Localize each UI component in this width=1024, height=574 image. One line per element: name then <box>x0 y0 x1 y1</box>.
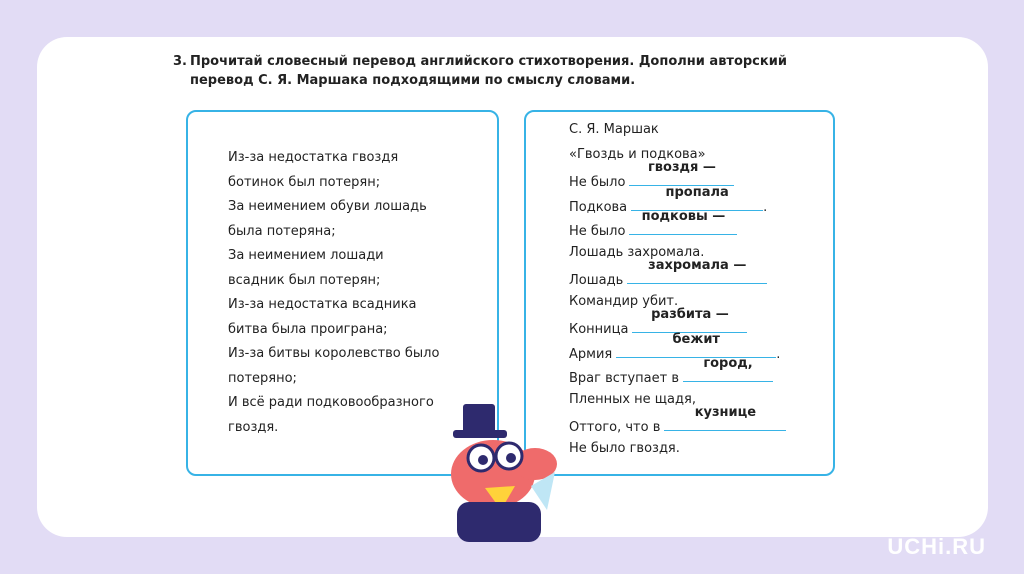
poem-line: гвоздя. <box>228 419 279 435</box>
line-suffix: . <box>763 199 768 215</box>
line-prefix: Не было <box>569 224 626 239</box>
line-prefix: Подкова <box>569 199 628 215</box>
task-text-line2: перевод С. Я. Маршака подходящими по смыслу словами. <box>190 73 636 88</box>
poem-line: ботинок был потерян; <box>228 174 381 190</box>
poem-line: всадник был потерян; <box>228 272 381 288</box>
answer-blank[interactable] <box>683 356 773 382</box>
poem-line: И всё ради подковообразного <box>228 395 434 410</box>
marshak-translation-text <box>569 118 786 461</box>
answer-word: захромала — <box>648 258 747 273</box>
answer-word: кузнице <box>694 405 757 420</box>
answer-blank[interactable] <box>664 405 786 431</box>
poem-line: битва была проиграна; <box>228 321 388 337</box>
poem-line: Из-за недостатка всадника <box>228 297 417 312</box>
poem-line: Из-за недостатка гвоздя <box>228 150 399 165</box>
answer-blank[interactable] <box>627 258 767 284</box>
literal-translation-text <box>228 146 439 440</box>
answer-word: подковы — <box>641 209 726 224</box>
poem-line <box>569 356 786 388</box>
poem-line: была потеряна; <box>228 223 336 239</box>
line-suffix: . <box>776 346 781 362</box>
poem-line: Не было гвоздя. <box>569 440 680 456</box>
answer-word: пропала <box>665 184 729 200</box>
poem-line <box>569 258 786 290</box>
line-prefix: Оттого, что в <box>569 420 661 435</box>
poem-line <box>569 209 786 241</box>
marshak-translation-box <box>524 110 835 476</box>
poem-line: За неимением лошади <box>228 248 384 263</box>
poem-line <box>569 405 786 437</box>
answer-word: разбита — <box>651 307 729 322</box>
poem-line: потеряно; <box>228 370 297 386</box>
poem-author: С. Я. Маршак <box>569 122 659 137</box>
line-prefix: Конница <box>569 322 629 337</box>
line-prefix: Враг вступает в <box>569 371 680 386</box>
answer-word: гвоздя — <box>648 160 716 175</box>
line-prefix: Не было <box>569 175 626 190</box>
line-prefix: Лошадь <box>569 273 624 288</box>
poem-line: Пленных не щадя, <box>569 391 696 407</box>
task-number: 3. <box>173 54 187 69</box>
poem-line: Лошадь захромала. <box>569 244 705 260</box>
poem-line: За неимением обуви лошадь <box>228 199 427 214</box>
answer-blank[interactable] <box>629 209 737 235</box>
mascot-illustration <box>435 402 565 542</box>
task-heading <box>173 52 873 90</box>
poem-title: «Гвоздь и подкова» <box>569 146 706 162</box>
line-prefix: Армия <box>569 346 613 362</box>
answer-word: бежит <box>672 331 720 347</box>
poem-line: Командир убит. <box>569 293 679 309</box>
uchi-logo: UCHi.RU <box>887 534 986 559</box>
answer-word: город, <box>703 356 753 371</box>
poem-line: Из-за битвы королевство было <box>228 346 440 361</box>
task-text-line1: Прочитай словесный перевод английского стихотворения. Дополни авторский <box>190 54 787 69</box>
